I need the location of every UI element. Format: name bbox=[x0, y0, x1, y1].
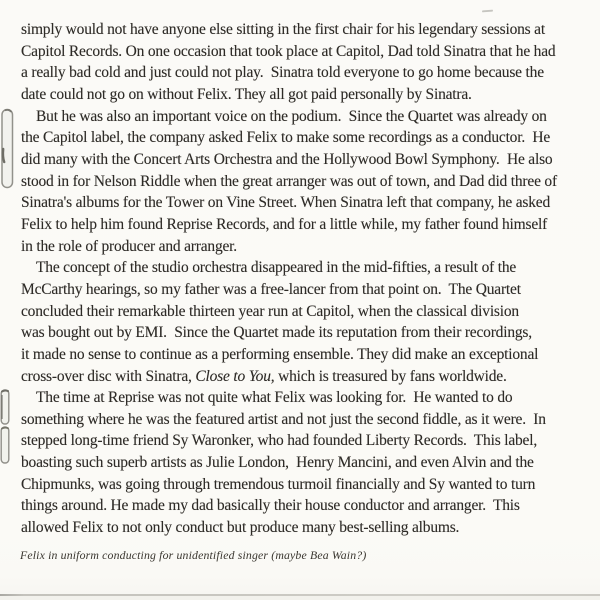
text-segment: stepped long-time friend Sy Waronker, who had founded Liberty Records. This label, bbox=[21, 432, 538, 450]
text-segment: in the role of producer and arranger. bbox=[21, 237, 237, 255]
text-line bbox=[21, 41, 593, 63]
text-line bbox=[21, 495, 593, 517]
text-line bbox=[21, 279, 593, 301]
text-segment: the Capitol label, the company asked Felix to make some recordings as a conductor. He bbox=[21, 129, 551, 147]
text-line bbox=[21, 517, 593, 539]
text-segment: Sinatra's albums for the Tower on Vine Street. When Sinatra left that company, he asked bbox=[21, 194, 551, 212]
text-line bbox=[21, 430, 593, 452]
text-line bbox=[21, 409, 593, 431]
text-segment: which is treasured by fans worldwide. bbox=[274, 367, 507, 385]
text-line bbox=[21, 149, 593, 171]
text-segment: was bought out by EMI. Since the Quartet made its reputation from their recordings, bbox=[21, 324, 532, 342]
text-segment: it made no sense to continue as a performing ensemble. They did make an exceptional bbox=[21, 345, 539, 363]
text-line bbox=[21, 214, 593, 236]
text-line bbox=[21, 387, 593, 409]
text-segment: McCarthy hearings, so my father was a free-lancer from that point on. The Quartet bbox=[21, 280, 521, 298]
text-line bbox=[21, 192, 593, 214]
text-line bbox=[21, 84, 593, 106]
text-line bbox=[21, 366, 593, 388]
text-segment: things around. He made my dad basically their house conductor and arranger. This bbox=[21, 497, 520, 515]
text-segment: Chipmunks, was going through tremendous turmoil financially and Sy wanted to turn bbox=[21, 475, 536, 493]
binding-coil-mark-lower bbox=[0, 387, 16, 469]
text-segment: simply would not have anyone else sitting in the first chair for his legendary sessions at bbox=[21, 21, 545, 38]
text-line bbox=[21, 127, 593, 149]
text-segment: But he was also an important voice on the podium. Since the Quartet was already on bbox=[36, 107, 547, 125]
text-segment: allowed Felix to not only conduct but produce many best-selling albums. bbox=[21, 519, 460, 537]
text-line bbox=[21, 322, 593, 344]
text-segment: cross-over disc with Sinatra, bbox=[21, 367, 196, 385]
photo-caption: Felix in uniform conducting for unidentified singer (maybe Bea Wain?) bbox=[20, 548, 367, 562]
text-segment: did many with the Concert Arts Orchestra and the Hollywood Bowl Symphony. He also bbox=[21, 150, 553, 168]
text-line bbox=[21, 344, 593, 366]
text-segment: Felix to help him found Reprise Records, and for a little while, my father found himself bbox=[21, 215, 548, 233]
page-edge-area bbox=[0, 596, 600, 600]
italic-phrase: Close to You, bbox=[195, 367, 275, 385]
text-segment: stood in for Nelson Riddle when the great arranger was out of town, and Dad did three of bbox=[21, 172, 557, 190]
text-segment: boasting such superb artists as Julie London, Henry Mancini, and even Alvin and the bbox=[21, 454, 534, 472]
text-line bbox=[21, 474, 593, 496]
text-segment: something where he was the featured artist and not just the second fiddle, as it were. In bbox=[21, 410, 546, 428]
text-line bbox=[21, 106, 593, 128]
text-line bbox=[21, 171, 593, 193]
text-segment: date could not go on without Felix. They all got paid personally by Sinatra. bbox=[21, 85, 472, 103]
scan-smudge-mark bbox=[482, 10, 493, 13]
binding-coil-mark-upper bbox=[0, 107, 18, 191]
text-line bbox=[21, 236, 593, 258]
text-segment: a really bad cold and just could not play. Sinatra told everyone to go home because the bbox=[21, 64, 544, 82]
text-line bbox=[21, 19, 593, 41]
text-line bbox=[21, 62, 593, 84]
body-text-block bbox=[21, 19, 593, 539]
text-line bbox=[21, 257, 593, 279]
text-segment: concluded their remarkable thirteen year run at Capitol, when the classical division bbox=[21, 302, 519, 320]
text-segment: Capitol Records. On one occasion that took place at Capitol, Dad told Sinatra that he had bbox=[21, 42, 556, 60]
text-line bbox=[21, 301, 593, 323]
text-segment: The time at Reprise was not quite what Felix was looking for. He wanted to do bbox=[36, 389, 513, 407]
text-segment: The concept of the studio orchestra disappeared in the mid-fifties, a result of the bbox=[36, 259, 517, 277]
text-line bbox=[21, 452, 593, 474]
